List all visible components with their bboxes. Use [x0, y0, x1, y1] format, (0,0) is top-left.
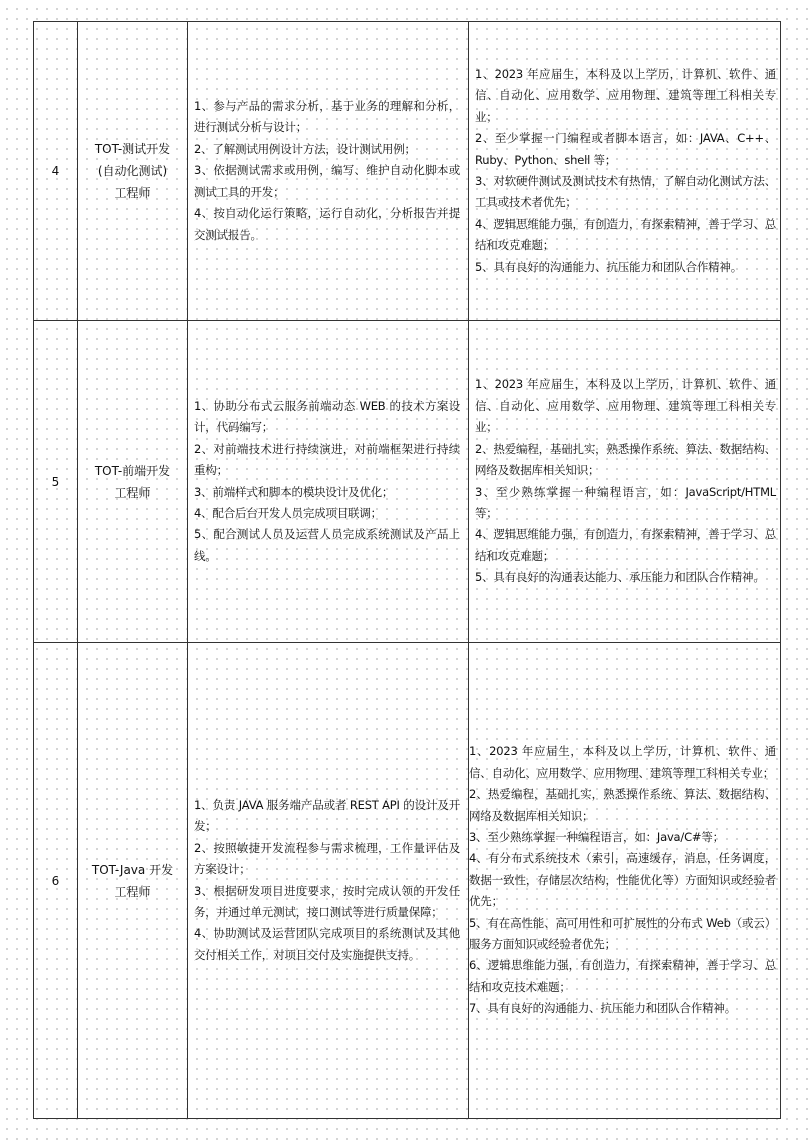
duties-cell: [188, 643, 469, 1119]
requirement-item: 1、2023 年应届生，本科及以上学历，计算机、软件、通信、自动化、应用数学、应用物理、建筑等理工科相关专业；: [469, 744, 776, 780]
position-title: [78, 22, 188, 321]
duty-item: 2、了解测试用例设计方法，设计测试用例；: [194, 141, 416, 156]
duty-item: 2、按照敏捷开发流程参与需求梳理，工作量评估及方案设计；: [194, 840, 460, 877]
position-title-line: 工程师: [114, 884, 151, 899]
duties-list: [188, 795, 468, 966]
requirement-item: 3、至少熟练掌握一种编程语言，如：JavaScript/HTML 等；: [475, 484, 776, 520]
duty-item: 2、对前端技术进行持续演进，对前端框架进行持续重构；: [194, 441, 460, 478]
position-title: [78, 643, 188, 1119]
position-title-line: 工程师: [114, 186, 151, 200]
requirement-item: 5、有在高性能、高可用性和可扩展性的分布式 Web（或云）服务方面知识或经验者优先；: [469, 915, 776, 952]
duty-item: 1、协助分布式云服务前端动态 WEB 的技术方案设计，代码编写；: [194, 398, 460, 435]
duty-item: 3、根据研发项目进度要求，按时完成认领的开发任务，并通过单元测试，接口测试等进行质量保障；: [194, 883, 460, 919]
requirement-item: 2、热爱编程，基础扎实，熟悉操作系统、算法、数据结构、网络及数据库相关知识；: [469, 787, 776, 823]
row-index: 6: [34, 643, 78, 1119]
duty-item: 3、依据测试需求或用例，编写、维护自动化脚本或测试工具的开发；: [194, 163, 460, 199]
recruitment-table: [33, 21, 781, 1119]
requirement-item: 1、2023 年应届生，本科及以上学历，计算机、软件、通信、自动化、应用数学、应用物理、建筑等理工科相关专业；: [475, 377, 776, 435]
requirements-cell: [469, 22, 781, 321]
requirement-item: 4、逻辑思维能力强，有创造力，有探索精神，善于学习、总结和攻克难题；: [475, 216, 776, 253]
table-row: [34, 643, 781, 1119]
requirements-list: [469, 741, 780, 1019]
row-index: 4: [34, 22, 78, 321]
position-title-line: (自动化测试): [97, 164, 168, 178]
requirement-item: 3、至少熟练掌握一种编程语言，如：Java/C#等；: [469, 829, 724, 844]
requirements-list: [469, 64, 780, 278]
position-title-line: TOT-Java 开发: [91, 862, 174, 877]
requirement-item: 6、逻辑思维能力强，有创造力，有探索精神，善于学习、总结和攻克技术难题；: [469, 958, 776, 994]
requirement-item: 2、热爱编程，基础扎实，熟悉操作系统、算法、数据结构、网络及数据库相关知识；: [475, 441, 776, 478]
requirement-item: 5、具有良好的沟通表达能力、承压能力和团队合作精神。: [475, 570, 765, 585]
position-title-line: 工程师: [114, 485, 151, 500]
requirements-cell: [469, 643, 781, 1119]
duty-item: 4、协助测试及运营团队完成项目的系统测试及其他交付相关工作，对项目交付及实施提供支持。: [194, 926, 460, 962]
duties-cell: [188, 321, 469, 643]
duty-item: 1、负责 JAVA 服务端产品或者 REST API 的设计及开发；: [194, 797, 460, 834]
duty-item: 5、配合测试人员及运营人员完成系统测试及产品上线。: [194, 527, 460, 563]
duty-item: 1、参与产品的需求分析，基于业务的理解和分析，进行测试分析与设计；: [194, 99, 460, 135]
requirement-item: 2、至少掌握一门编程或者脚本语言，如：JAVA、C++、Ruby、Python、shell 等；: [475, 131, 776, 167]
requirement-item: 4、有分布式系统技术（索引，高速缓存，消息，任务调度，数据一致性，存储层次结构，性能优化等）方面知识或经验者优先；: [469, 851, 776, 909]
position-title: [78, 321, 188, 643]
requirements-cell: [469, 321, 781, 643]
table-row: [34, 321, 781, 643]
row-index: 5: [34, 321, 78, 643]
position-title-line: TOT-前端开发: [94, 463, 171, 478]
requirement-item: 3、对软硬件测试及测试技术有热情，了解自动化测试方法、工具或技术者优先；: [475, 174, 776, 210]
duty-item: 4、配合后台开发人员完成项目联调；: [194, 505, 382, 520]
duty-item: 3、前端样式和脚本的模块设计及优化；: [194, 484, 394, 499]
duties-list: [188, 396, 468, 567]
table-row: [34, 22, 781, 321]
duties-list: [188, 96, 468, 246]
requirement-item: 4、逻辑思维能力强，有创造力，有探索精神，善于学习、总结和攻克难题；: [475, 527, 776, 563]
duties-cell: [188, 22, 469, 321]
duty-item: 4、按自动化运行策略，运行自动化，分析报告并提交测试报告。: [194, 206, 460, 242]
requirements-list: [469, 374, 780, 588]
requirement-item: 7、具有良好的沟通能力、抗压能力和团队合作精神。: [469, 1001, 737, 1016]
requirement-item: 5、具有良好的沟通能力、抗压能力和团队合作精神。: [475, 259, 743, 274]
requirement-item: 1、2023 年应届生，本科及以上学历，计算机、软件、通信、自动化、应用数学、应用物理、建筑等理工科相关专业；: [475, 66, 776, 124]
position-title-line: TOT-测试开发: [94, 142, 171, 156]
